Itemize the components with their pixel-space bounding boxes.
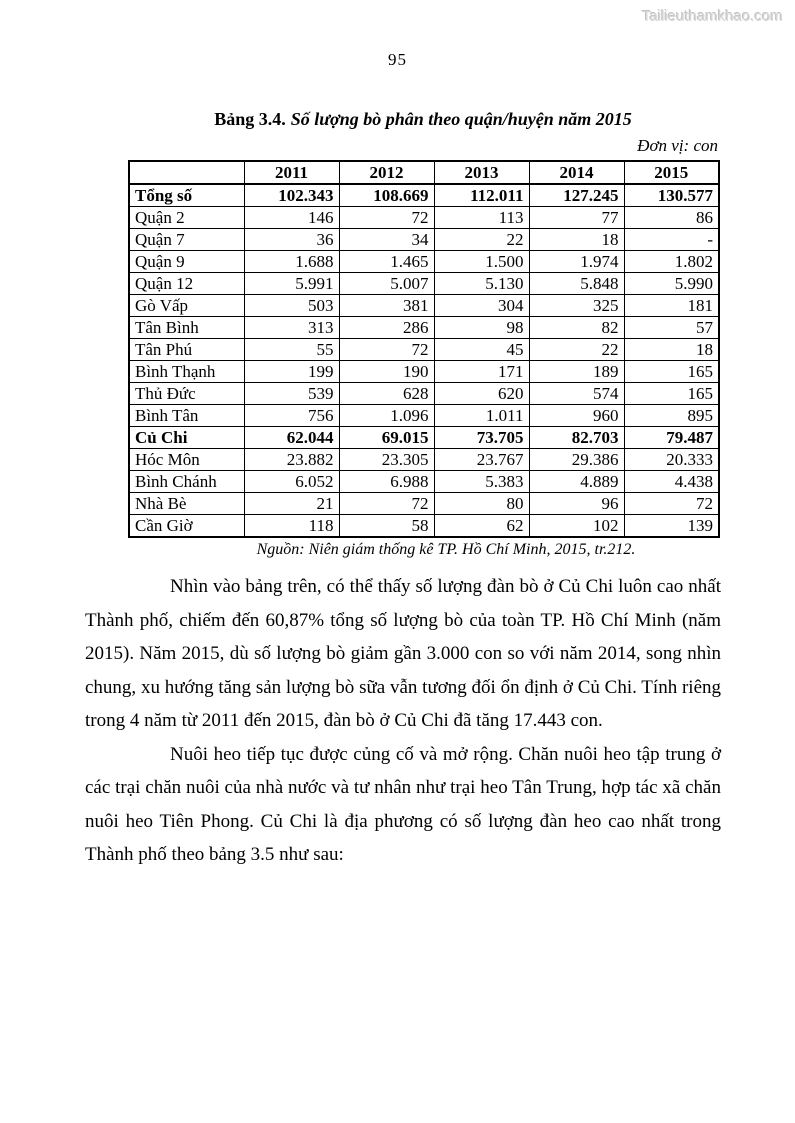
value-cell: 313 bbox=[244, 317, 339, 339]
value-cell: 539 bbox=[244, 383, 339, 405]
value-cell: 5.130 bbox=[434, 273, 529, 295]
table-row bbox=[129, 493, 719, 515]
corner-cell bbox=[129, 161, 244, 184]
value-cell: 18 bbox=[529, 229, 624, 251]
value-cell: 62.044 bbox=[244, 427, 339, 449]
value-cell: 165 bbox=[624, 361, 719, 383]
value-cell: 72 bbox=[624, 493, 719, 515]
district-cell: Củ Chi bbox=[129, 427, 244, 449]
table-row bbox=[129, 449, 719, 471]
year-header-cell: 2014 bbox=[529, 161, 624, 184]
value-cell: 21 bbox=[244, 493, 339, 515]
value-cell: 181 bbox=[624, 295, 719, 317]
value-cell: 118 bbox=[244, 515, 339, 538]
table-body bbox=[129, 184, 719, 537]
district-cell: Quận 12 bbox=[129, 273, 244, 295]
district-cell: Tân Phú bbox=[129, 339, 244, 361]
body-paragraph: Nhìn vào bảng trên, có thể thấy số lượng đàn bò ở Củ Chi luôn cao nhất Thành phố, chiếm đến 60,87% tổng số lượng bò của toàn TP. Hồ Chí Minh (năm 2015). Năm 2015, dù số lượng bò giảm gần 3.000 con so với năm 2014, song nhìn chung, xu hướng tăng sản lượng bò sữa vẫn tương đối ổn định ở Củ Chi. Tính riêng trong 4 năm từ 2011 đến 2015, đàn bò ở Củ Chi đã tăng 17.443 con. bbox=[85, 576, 721, 731]
value-cell: 6.052 bbox=[244, 471, 339, 493]
value-cell: 5.991 bbox=[244, 273, 339, 295]
table-row bbox=[129, 184, 719, 207]
value-cell: 620 bbox=[434, 383, 529, 405]
value-cell: 18 bbox=[624, 339, 719, 361]
table-row bbox=[129, 405, 719, 427]
year-header-cell: 2013 bbox=[434, 161, 529, 184]
value-cell: 72 bbox=[339, 207, 434, 229]
value-cell: 80 bbox=[434, 493, 529, 515]
table-row bbox=[129, 251, 719, 273]
table-unit-label: Đơn vị: con bbox=[637, 136, 718, 155]
table-row bbox=[129, 273, 719, 295]
value-cell: 36 bbox=[244, 229, 339, 251]
value-cell: 72 bbox=[339, 339, 434, 361]
table-row bbox=[129, 207, 719, 229]
table-title-text: Số lượng bò phân theo quận/huyện năm 2015 bbox=[290, 109, 632, 129]
value-cell: 55 bbox=[244, 339, 339, 361]
value-cell: 756 bbox=[244, 405, 339, 427]
value-cell: 4.889 bbox=[529, 471, 624, 493]
table-row bbox=[129, 339, 719, 361]
value-cell: 34 bbox=[339, 229, 434, 251]
value-cell: 1.011 bbox=[434, 405, 529, 427]
value-cell: 960 bbox=[529, 405, 624, 427]
value-cell: 1.500 bbox=[434, 251, 529, 273]
table-row bbox=[129, 383, 719, 405]
value-cell: 190 bbox=[339, 361, 434, 383]
year-header-cell: 2012 bbox=[339, 161, 434, 184]
district-cell: Bình Tân bbox=[129, 405, 244, 427]
value-cell: 45 bbox=[434, 339, 529, 361]
value-cell: 86 bbox=[624, 207, 719, 229]
page-number: 95 bbox=[388, 50, 407, 69]
value-cell: 139 bbox=[624, 515, 719, 538]
value-cell: 628 bbox=[339, 383, 434, 405]
district-cell: Thủ Đức bbox=[129, 383, 244, 405]
value-cell: 5.990 bbox=[624, 273, 719, 295]
district-cell: Quận 9 bbox=[129, 251, 244, 273]
value-cell: 77 bbox=[529, 207, 624, 229]
table-row bbox=[129, 361, 719, 383]
table-source: Nguồn: Niên giám thống kê TP. Hồ Chí Minh, 2015, tr.212. bbox=[256, 541, 636, 558]
value-cell: 58 bbox=[339, 515, 434, 538]
value-cell: 381 bbox=[339, 295, 434, 317]
value-cell: 503 bbox=[244, 295, 339, 317]
value-cell: 62 bbox=[434, 515, 529, 538]
value-cell: 73.705 bbox=[434, 427, 529, 449]
body-paragraph: Nuôi heo tiếp tục được củng cố và mở rộng. Chăn nuôi heo tập trung ở các trại chăn nuôi của nhà nước và tư nhân như trại heo Tân Trung, hợp tác xã chăn nuôi heo Tiên Phong. Củ Chi là địa phương có số lượng đàn heo cao nhất trong Thành phố theo bảng 3.5 như sau: bbox=[85, 743, 721, 865]
value-cell: 82 bbox=[529, 317, 624, 339]
district-cell: Cần Giờ bbox=[129, 515, 244, 538]
value-cell: 189 bbox=[529, 361, 624, 383]
value-cell: 112.011 bbox=[434, 184, 529, 207]
table-block bbox=[128, 106, 718, 560]
value-cell: 29.386 bbox=[529, 449, 624, 471]
district-cell: Gò Vấp bbox=[129, 295, 244, 317]
table-row bbox=[129, 295, 719, 317]
table-row bbox=[129, 515, 719, 538]
value-cell: 130.577 bbox=[624, 184, 719, 207]
table-title bbox=[128, 106, 718, 132]
value-cell: 79.487 bbox=[624, 427, 719, 449]
value-cell: 325 bbox=[529, 295, 624, 317]
district-cell: Tổng số bbox=[129, 184, 244, 207]
table-header-row bbox=[129, 161, 719, 184]
value-cell: 304 bbox=[434, 295, 529, 317]
value-cell: 113 bbox=[434, 207, 529, 229]
livestock-table bbox=[128, 160, 720, 538]
district-cell: Nhà Bè bbox=[129, 493, 244, 515]
table-row bbox=[129, 471, 719, 493]
value-cell: 98 bbox=[434, 317, 529, 339]
value-cell: 1.096 bbox=[339, 405, 434, 427]
table-row bbox=[129, 427, 719, 449]
district-cell: Tân Bình bbox=[129, 317, 244, 339]
value-cell: 82.703 bbox=[529, 427, 624, 449]
value-cell: 6.988 bbox=[339, 471, 434, 493]
value-cell: 171 bbox=[434, 361, 529, 383]
value-cell: 574 bbox=[529, 383, 624, 405]
value-cell: 1.688 bbox=[244, 251, 339, 273]
value-cell: 102.343 bbox=[244, 184, 339, 207]
district-cell: Bình Chánh bbox=[129, 471, 244, 493]
value-cell: 72 bbox=[339, 493, 434, 515]
value-cell: 5.848 bbox=[529, 273, 624, 295]
value-cell: 57 bbox=[624, 317, 719, 339]
value-cell: 23.767 bbox=[434, 449, 529, 471]
value-cell: 102 bbox=[529, 515, 624, 538]
value-cell: 22 bbox=[529, 339, 624, 361]
value-cell: 286 bbox=[339, 317, 434, 339]
value-cell: 69.015 bbox=[339, 427, 434, 449]
year-header-cell: 2011 bbox=[244, 161, 339, 184]
body-paragraphs bbox=[85, 570, 721, 872]
value-cell: 199 bbox=[244, 361, 339, 383]
value-cell: 1.802 bbox=[624, 251, 719, 273]
value-cell: - bbox=[624, 229, 719, 251]
value-cell: 1.465 bbox=[339, 251, 434, 273]
value-cell: 96 bbox=[529, 493, 624, 515]
value-cell: 23.882 bbox=[244, 449, 339, 471]
value-cell: 4.438 bbox=[624, 471, 719, 493]
value-cell: 127.245 bbox=[529, 184, 624, 207]
table-row bbox=[129, 317, 719, 339]
district-cell: Hóc Môn bbox=[129, 449, 244, 471]
value-cell: 5.007 bbox=[339, 273, 434, 295]
value-cell: 22 bbox=[434, 229, 529, 251]
value-cell: 20.333 bbox=[624, 449, 719, 471]
value-cell: 895 bbox=[624, 405, 719, 427]
value-cell: 5.383 bbox=[434, 471, 529, 493]
value-cell: 165 bbox=[624, 383, 719, 405]
district-cell: Quận 7 bbox=[129, 229, 244, 251]
value-cell: 23.305 bbox=[339, 449, 434, 471]
watermark: Tailieuthamkhao.com bbox=[642, 8, 783, 25]
year-header-cell: 2015 bbox=[624, 161, 719, 184]
table-title-prefix: Bảng 3.4. bbox=[214, 109, 286, 129]
district-cell: Bình Thạnh bbox=[129, 361, 244, 383]
value-cell: 1.974 bbox=[529, 251, 624, 273]
value-cell: 146 bbox=[244, 207, 339, 229]
value-cell: 108.669 bbox=[339, 184, 434, 207]
table-row bbox=[129, 229, 719, 251]
district-cell: Quận 2 bbox=[129, 207, 244, 229]
